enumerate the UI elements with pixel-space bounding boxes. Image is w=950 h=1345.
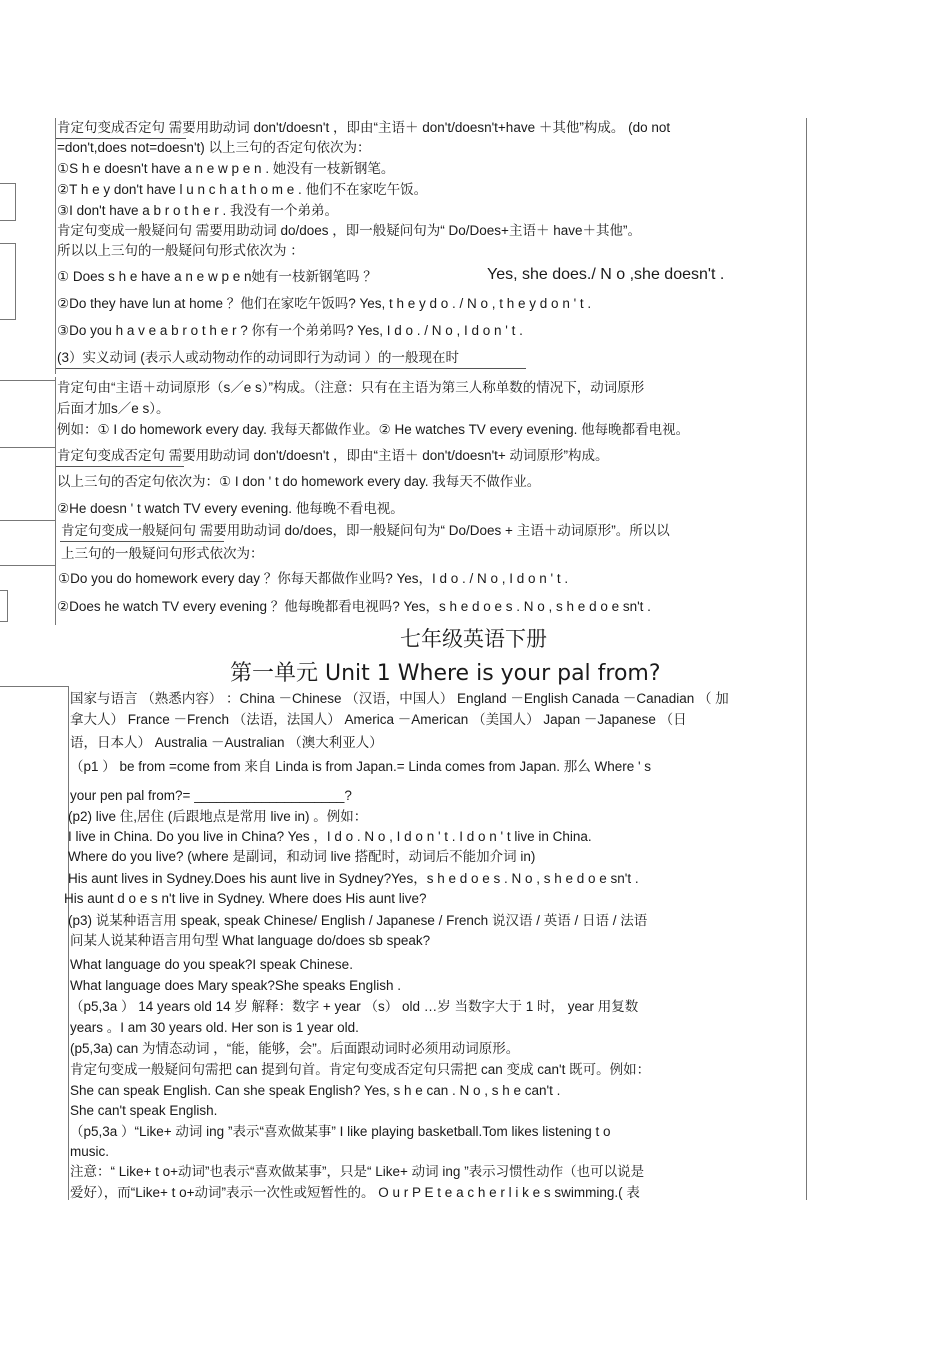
text-line: ③Do you h a v e a b r o t h e r ? 你有一个弟弟吗? Yes, I d o . / N o , I d o n ' t .	[57, 323, 523, 338]
text-line: What language do you speak?I speak Chinese.	[70, 957, 353, 972]
margin-mark	[0, 183, 16, 221]
text-line: 以上三句的否定句依次为：① I don ' t do homework every day. 我每天不做作业。	[57, 474, 541, 489]
margin-mark	[0, 590, 8, 622]
text-line: （p1 ） be from =come from 来自 Linda is from Japan.= Linda comes from Japan. 那么 Where ' s	[70, 759, 652, 774]
margin-mark	[0, 380, 56, 448]
text-line: Yes, she does./ N o ,she doesn't .	[487, 266, 725, 283]
text-line: 上三句的一般疑问句形式依次为：	[61, 546, 264, 561]
text-line: your pen pal from?= ____________________?	[70, 788, 352, 803]
margin-mark	[0, 243, 16, 320]
text-line: 肯定句变成一般疑问句需把 can 提到句首。肯定句变成否定句只需把 can 变成 can't 既可。例如：	[70, 1062, 651, 1077]
text-line: （p5,3a ） 14 years old 14 岁 解释：数字 + year （s） old …岁 当数字大于 1 时， year 用复数	[70, 999, 639, 1014]
text-line: She can speak English. Can she speak English? Yes, s h e can . N o , s h e can't .	[70, 1083, 561, 1098]
text-line: ②Does he watch TV every evening ？他每晚都看电视吗? Yes，s h e d o e s . N o , s h e d o e sn't .	[57, 599, 651, 614]
text-line: ①Do you do homework every day ？你每天都做作业吗? Yes，I d o . / N o , I d o n ' t .	[58, 571, 569, 586]
text-line: 爱好），而“Like+ t o+动词”表示一次性或短暂性的。 O u r P E t e a c h e r l i k e s swimming.( 表	[70, 1185, 640, 1200]
text-line: 肯定句变成一般疑问句 需要用助动词 do/does，即一般疑问句为“ Do/Does + 主语＋动词原形”。所以以	[61, 523, 670, 538]
underline-rule	[56, 466, 184, 467]
text-line: His aunt lives in Sydney.Does his aunt live in Sydney?Yes，s h e d o e s . N o , s h e d o e sn't .	[68, 871, 639, 886]
right-border-line	[806, 118, 807, 1200]
text-line: I live in China. Do you live in China? Yes ，I d o . N o , I d o n ' t . I d o n ' t live in China.	[68, 829, 592, 844]
text-line: ①S h e doesn't have a n e w p e n . 她没有一枝新钢笔。	[57, 161, 395, 176]
text-line: ③I don't have a b r o t h e r . 我没有一个弟弟。	[57, 203, 339, 218]
underline-rule	[60, 541, 224, 542]
text-line: ① Does s h e have a n e w p e n她有一枝新钢笔吗 ？	[57, 269, 377, 284]
text-line: 拿大人） France －French （法语，法国人） America －American （美国人） Japan －Japanese （日	[70, 712, 687, 727]
left-rule	[68, 686, 69, 1200]
text-line: 国家与语言 （熟悉内容） ：China －Chinese （汉语，中国人） England －English Canada －Canadian （ 加	[70, 691, 729, 706]
text-line: 肯定句由“主语＋动词原形（s／e s）”构成。（注意：只有在主语为第三人称单数的情况下，动词原形	[57, 380, 645, 395]
margin-mark	[0, 520, 56, 566]
text-line: (3）实义动词 (表示人或动物动作的动词即行为动词 ）的一般现在时	[57, 350, 459, 365]
left-rule	[55, 377, 56, 625]
left-rule	[55, 118, 56, 374]
text-line: (p2) live 住,居住 (后跟地点是常用 live in) 。例如：	[68, 809, 368, 824]
text-line: 注意：“ Like+ t o+动词”也表示“喜欢做某事”，只是“ Like+ 动词 ing ”表示习惯性动作（也可以说是	[70, 1164, 645, 1179]
text-line: (p3) 说某种语言用 speak, speak Chinese/ English / Japanese / French 说汉语 / 英语 / 日语 / 法语	[68, 913, 648, 928]
text-line: 所以以上三句的一般疑问句形式依次为 ：	[57, 243, 304, 258]
text-line: music.	[70, 1144, 110, 1159]
text-line: 问某人说某种语言用句型 What language do/does sb speak?	[70, 933, 431, 948]
text-line: ②He doesn ' t watch TV every evening. 他每晚不看电视。	[57, 501, 404, 516]
text-line: (p5,3a) can 为情态动词 ，“能，能够，会”。后面跟动词时必须用动词原形。	[70, 1041, 520, 1056]
text-line: 肯定句变成否定句 需要用助动词 don't/doesn't ，即由“主语＋ don't/doesn't+have ＋其他”构成。 (do not	[57, 120, 671, 135]
text-line: =don't,does not=doesn't) 以上三句的否定句依次为：	[57, 140, 371, 155]
text-line: ②Do they have lun at home ？他们在家吃午饭吗? Yes, t h e y d o . / N o , t h e y d o n ' t .	[57, 296, 592, 311]
text-line: 后面才加s／e s）。	[57, 401, 170, 416]
underline-rule	[56, 368, 526, 369]
text-line: ②T h e y don't have l u n c h a t h o m e . 他们不在家吃午饭。	[57, 182, 428, 197]
text-line: Where do you live? (where 是副词，和动词 live 搭配时，动词后不能加介词 in)	[68, 849, 536, 864]
text-line: 肯定句变成一般疑问句 需要用助动词 do/does ，即一般疑问句为“ Do/Does+主语＋ have＋其他”。	[57, 223, 641, 238]
text-line: 例如：① I do homework every day. 我每天都做作业。② He watches TV every evening. 他每晚都看电视。	[57, 422, 690, 437]
margin-line	[0, 686, 68, 687]
unit-title: 第一单元 Unit 1 Where is your pal from?	[230, 661, 661, 686]
text-line: 肯定句变成否定句 需要用助动词 don't/doesn't ，即由“主语＋ don't/doesn't+ 动词原形”构成。	[57, 448, 609, 463]
text-line: years 。I am 30 years old. Her son is 1 year old.	[70, 1020, 359, 1035]
text-line: His aunt d o e s n't live in Sydney. Where does His aunt live?	[64, 891, 427, 906]
text-line: She can't speak English.	[70, 1103, 218, 1118]
text-line: （p5,3a ）“Like+ 动词 ing ”表示“喜欢做某事” I like playing basketball.Tom likes listening t o	[70, 1124, 611, 1139]
text-line: 语，日本人） Australia －Australian （澳大利亚人）	[70, 735, 383, 750]
text-line: What language does Mary speak?She speaks English .	[70, 978, 401, 993]
book-title: 七年级英语下册	[400, 627, 547, 651]
